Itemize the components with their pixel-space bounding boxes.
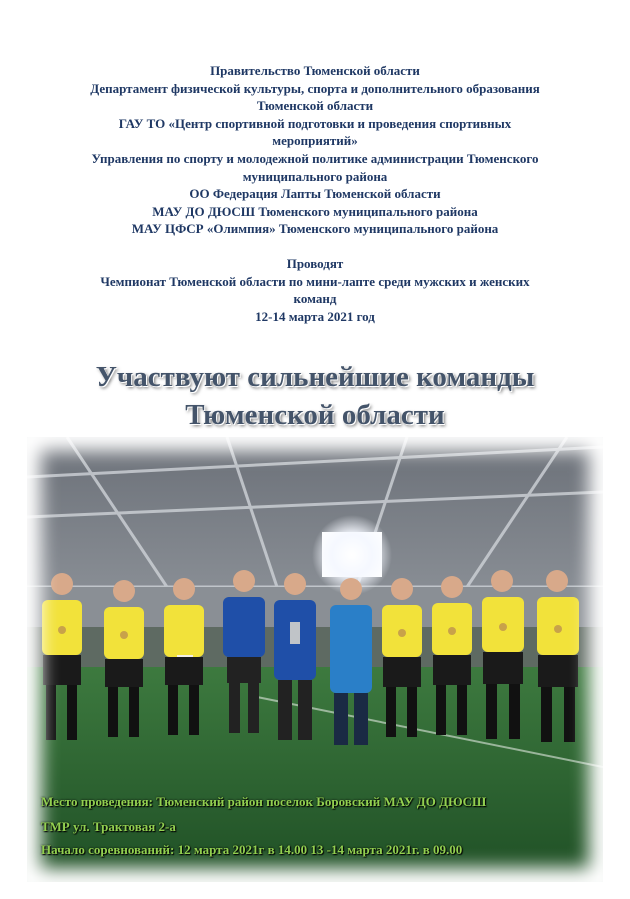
event-dates: 12-14 марта 2021 год [255,308,375,324]
event-title-line2: команд [293,291,337,307]
organizer-line: Департамент физической культуры, спорта и дополнительного образования [90,80,540,96]
conduct-label: Проводят [286,255,344,271]
team-photo-illustration [27,437,603,882]
venue-line2: ТМР ул. Трактовая 2-а [41,819,176,834]
event-title-line1: Чемпионат Тюменской области по мини-лапте среди мужских и женских [100,273,530,289]
headline-line1: Участвуют сильнейшие команды [95,361,535,393]
venue-line1: Место проведения: Тюменский район поселок Боровский МАУ ДО ДЮСШ [41,794,487,809]
headline-line2: Тюменской области [185,399,445,431]
start-time: Начало соревнований: 12 марта 2021г в 14.00 13 -14 марта 2021г. в 09.00 [41,842,463,857]
organizer-line: ОО Федерация Лапты Тюменской области [189,186,441,202]
organizer-line: Управления по спорту и молодежной политике администрации Тюменского [91,150,539,166]
organizer-line: Тюменской области [256,98,374,114]
headline [0,358,630,434]
organizer-line: МАУ ЦФСР «Олимпия» Тюменского муниципального района [131,221,499,237]
organizer-line: муниципального района [242,168,388,184]
organizer-line: ГАУ ТО «Центр спортивной подготовки и проведения спортивных [118,115,512,131]
team-photo [27,437,603,882]
organizer-line: МАУ ДО ДЮСШ Тюменского муниципального района [152,203,478,219]
organizers-block [20,62,610,325]
organizer-line: Правительство Тюменской области [210,63,420,78]
organizer-line: мероприятий» [272,133,358,149]
